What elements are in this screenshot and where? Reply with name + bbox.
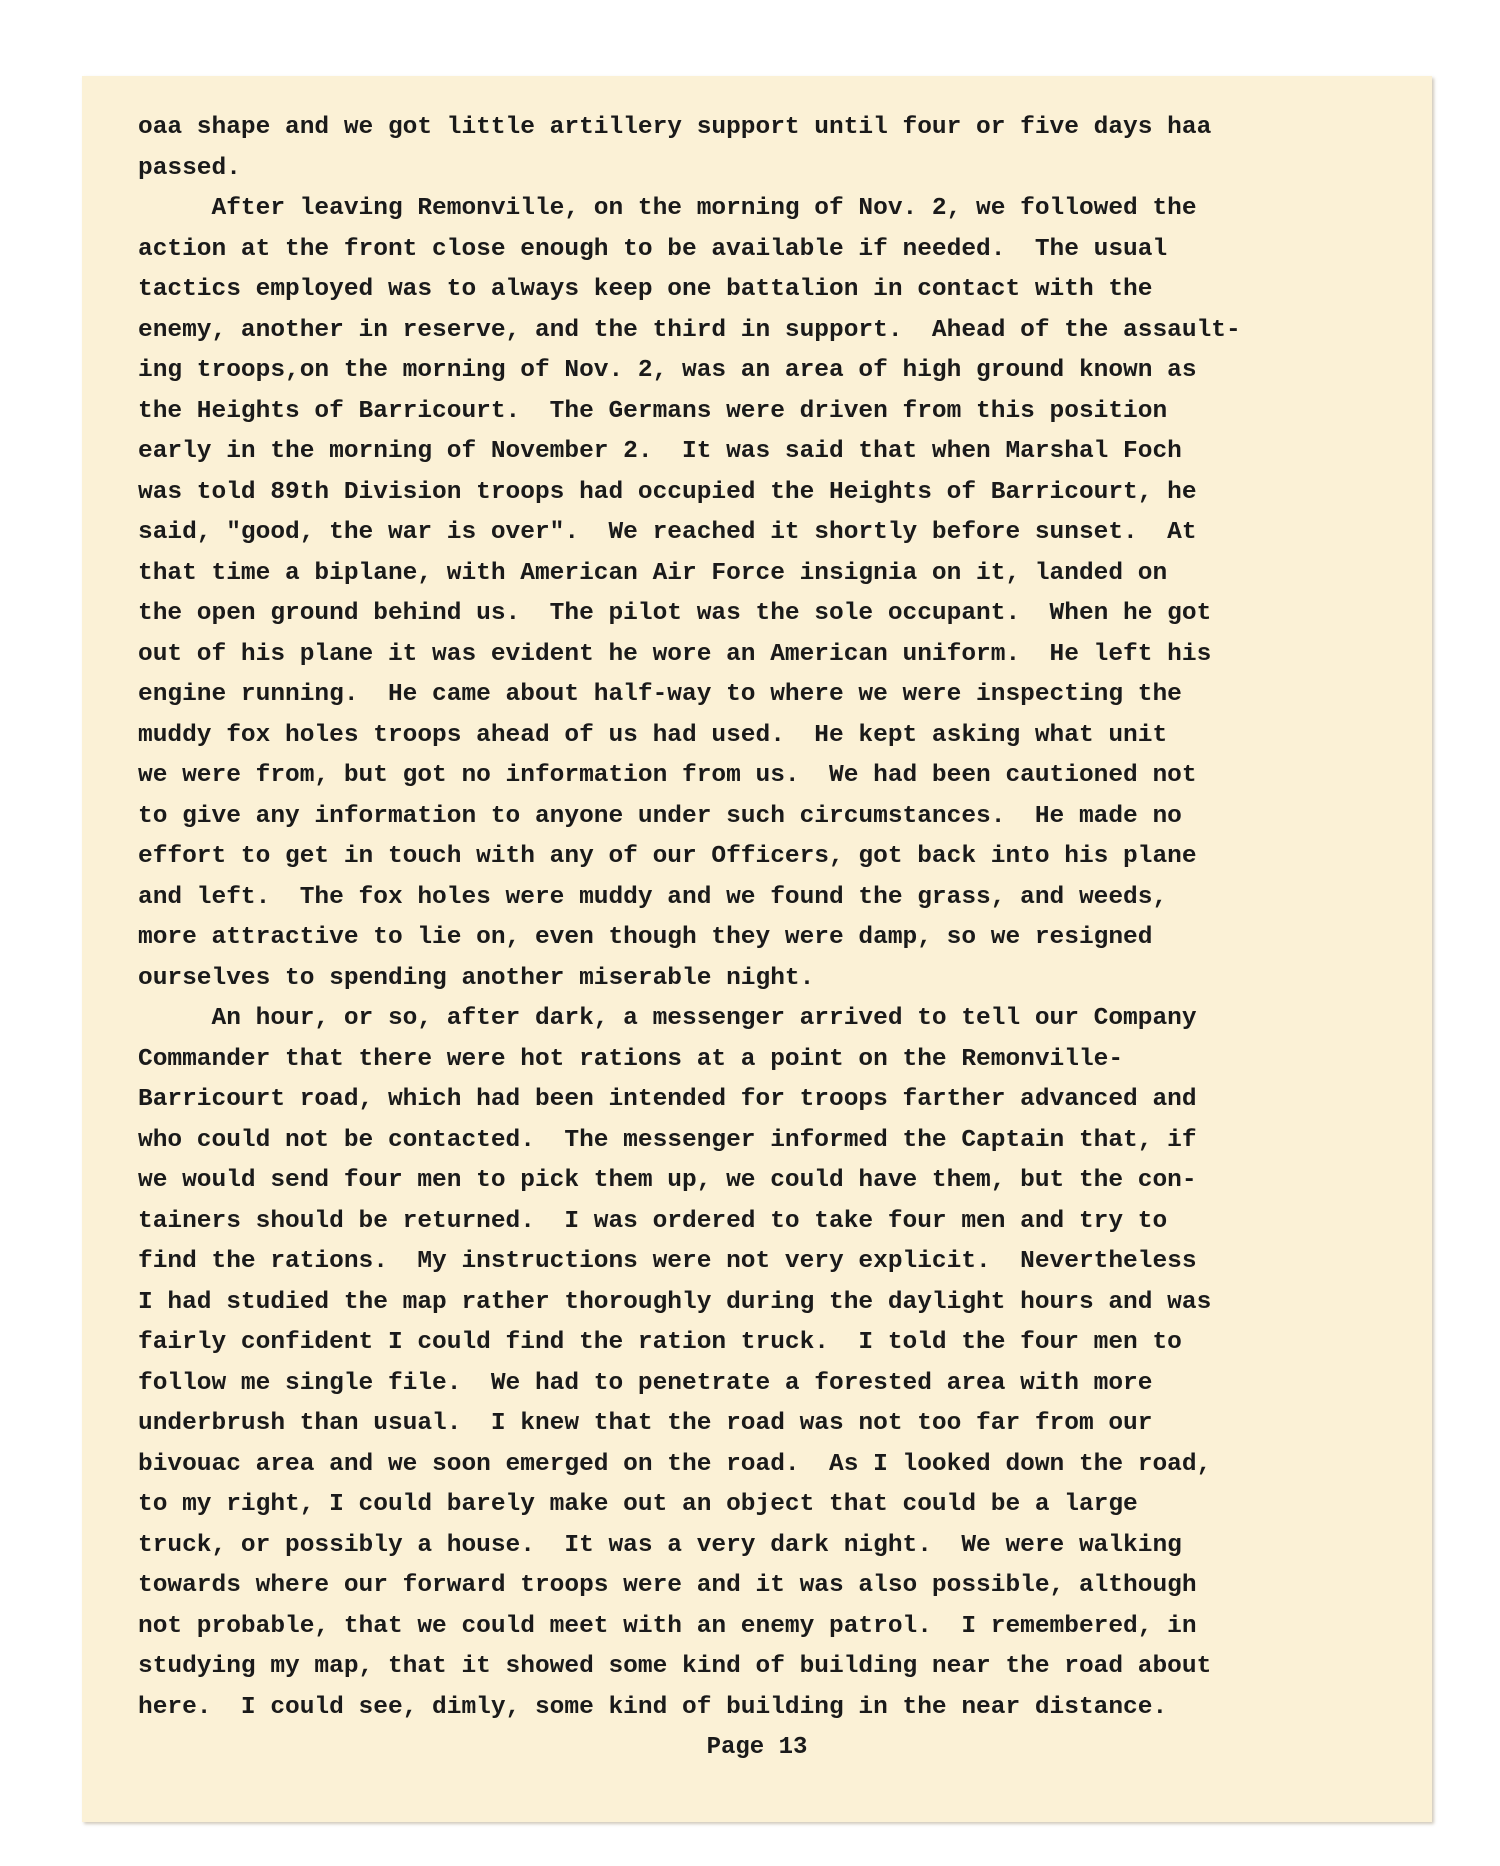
text-line: action at the front close enough to be available if needed. The usual [138, 235, 1168, 263]
text-line: fairly confident I could find the ration truck. I told the four men to [138, 1329, 1182, 1356]
text-line: ing troops,on the morning of Nov. 2, was an area of high ground known as [138, 357, 1197, 384]
text-line: Barricourt road, which had been intended for troops farther advanced and [138, 1086, 1197, 1113]
text-line: towards where our forward troops were and it was also possible, although [138, 1572, 1197, 1599]
text-line: and left. The fox holes were muddy and we found the grass, and weeds, [138, 883, 1168, 911]
text-line: here. I could see, dimly, some kind of building in the near distance. [138, 1693, 1168, 1721]
text-line: early in the morning of November 2. It was said that when Marshal Foch [138, 438, 1182, 465]
text-line: that time a biplane, with American Air Force insignia on it, landed on [138, 559, 1168, 587]
text-line: to give any information to anyone under such circumstances. He made no [138, 802, 1182, 830]
typewritten-page [82, 76, 1432, 1822]
text-line: After leaving Remonville, on the morning of Nov. 2, we followed the [138, 195, 1197, 222]
text-line: enemy, another in reserve, and the third in support. Ahead of the assault- [138, 316, 1241, 344]
text-line: follow me single file. We had to penetrate a forested area with more [138, 1369, 1153, 1397]
text-line: tactics employed was to always keep one battalion in contact with the [138, 276, 1153, 303]
text-line: to my right, I could barely make out an object that could be a large [138, 1491, 1138, 1518]
text-line: truck, or possibly a house. It was a very dark night. We were walking [138, 1531, 1182, 1559]
text-line: studying my map, that it showed some kind of building near the road about [138, 1653, 1212, 1680]
text-line: I had studied the map rather thoroughly during the daylight hours and was [138, 1288, 1212, 1316]
text-line: more attractive to lie on, even though they were damp, so we resigned [138, 924, 1153, 951]
text-line: An hour, or so, after dark, a messenger arrived to tell our Company [138, 1005, 1197, 1032]
text-line: passed. [138, 154, 241, 182]
page-number: Page 13 [706, 1734, 808, 1761]
text-line: not probable, that we could meet with an enemy patrol. I remembered, in [138, 1612, 1197, 1640]
text-line: was told 89th Division troops had occupied the Heights of Barricourt, he [138, 478, 1197, 506]
text-line: Commander that there were hot rations at a point on the Remonville- [138, 1045, 1124, 1073]
text-line: we were from, but got no information from us. We had been cautioned not [138, 762, 1197, 789]
text-line: oaa shape and we got little artillery support until four or five days haa [138, 114, 1212, 141]
text-line: find the rations. My instructions were not very explicit. Nevertheless [138, 1248, 1197, 1275]
text-line: ourselves to spending another miserable night. [138, 964, 815, 992]
text-line: the open ground behind us. The pilot was the sole occupant. When he got [138, 600, 1212, 627]
text-line: engine running. He came about half-way to where we were inspecting the [138, 681, 1182, 708]
text-line: said, "good, the war is over". We reached it shortly before sunset. At [138, 519, 1197, 546]
text-line: out of his plane it was evident he wore an American uniform. He left his [138, 640, 1212, 668]
body-text [138, 108, 1428, 1728]
text-line: tainers should be returned. I was ordered to take four men and try to [138, 1207, 1168, 1235]
text-line: who could not be contacted. The messenger informed the Captain that, if [138, 1126, 1197, 1154]
text-line: the Heights of Barricourt. The Germans were driven from this position [138, 397, 1168, 425]
text-line: muddy fox holes troops ahead of us had used. He kept asking what unit [138, 721, 1168, 749]
text-line: bivouac area and we soon emerged on the road. As I looked down the road, [138, 1450, 1212, 1478]
text-line: we would send four men to pick them up, we could have them, but the con- [138, 1167, 1197, 1194]
text-line: effort to get in touch with any of our Officers, got back into his plane [138, 843, 1197, 870]
text-line: underbrush than usual. I knew that the road was not too far from our [138, 1410, 1153, 1437]
